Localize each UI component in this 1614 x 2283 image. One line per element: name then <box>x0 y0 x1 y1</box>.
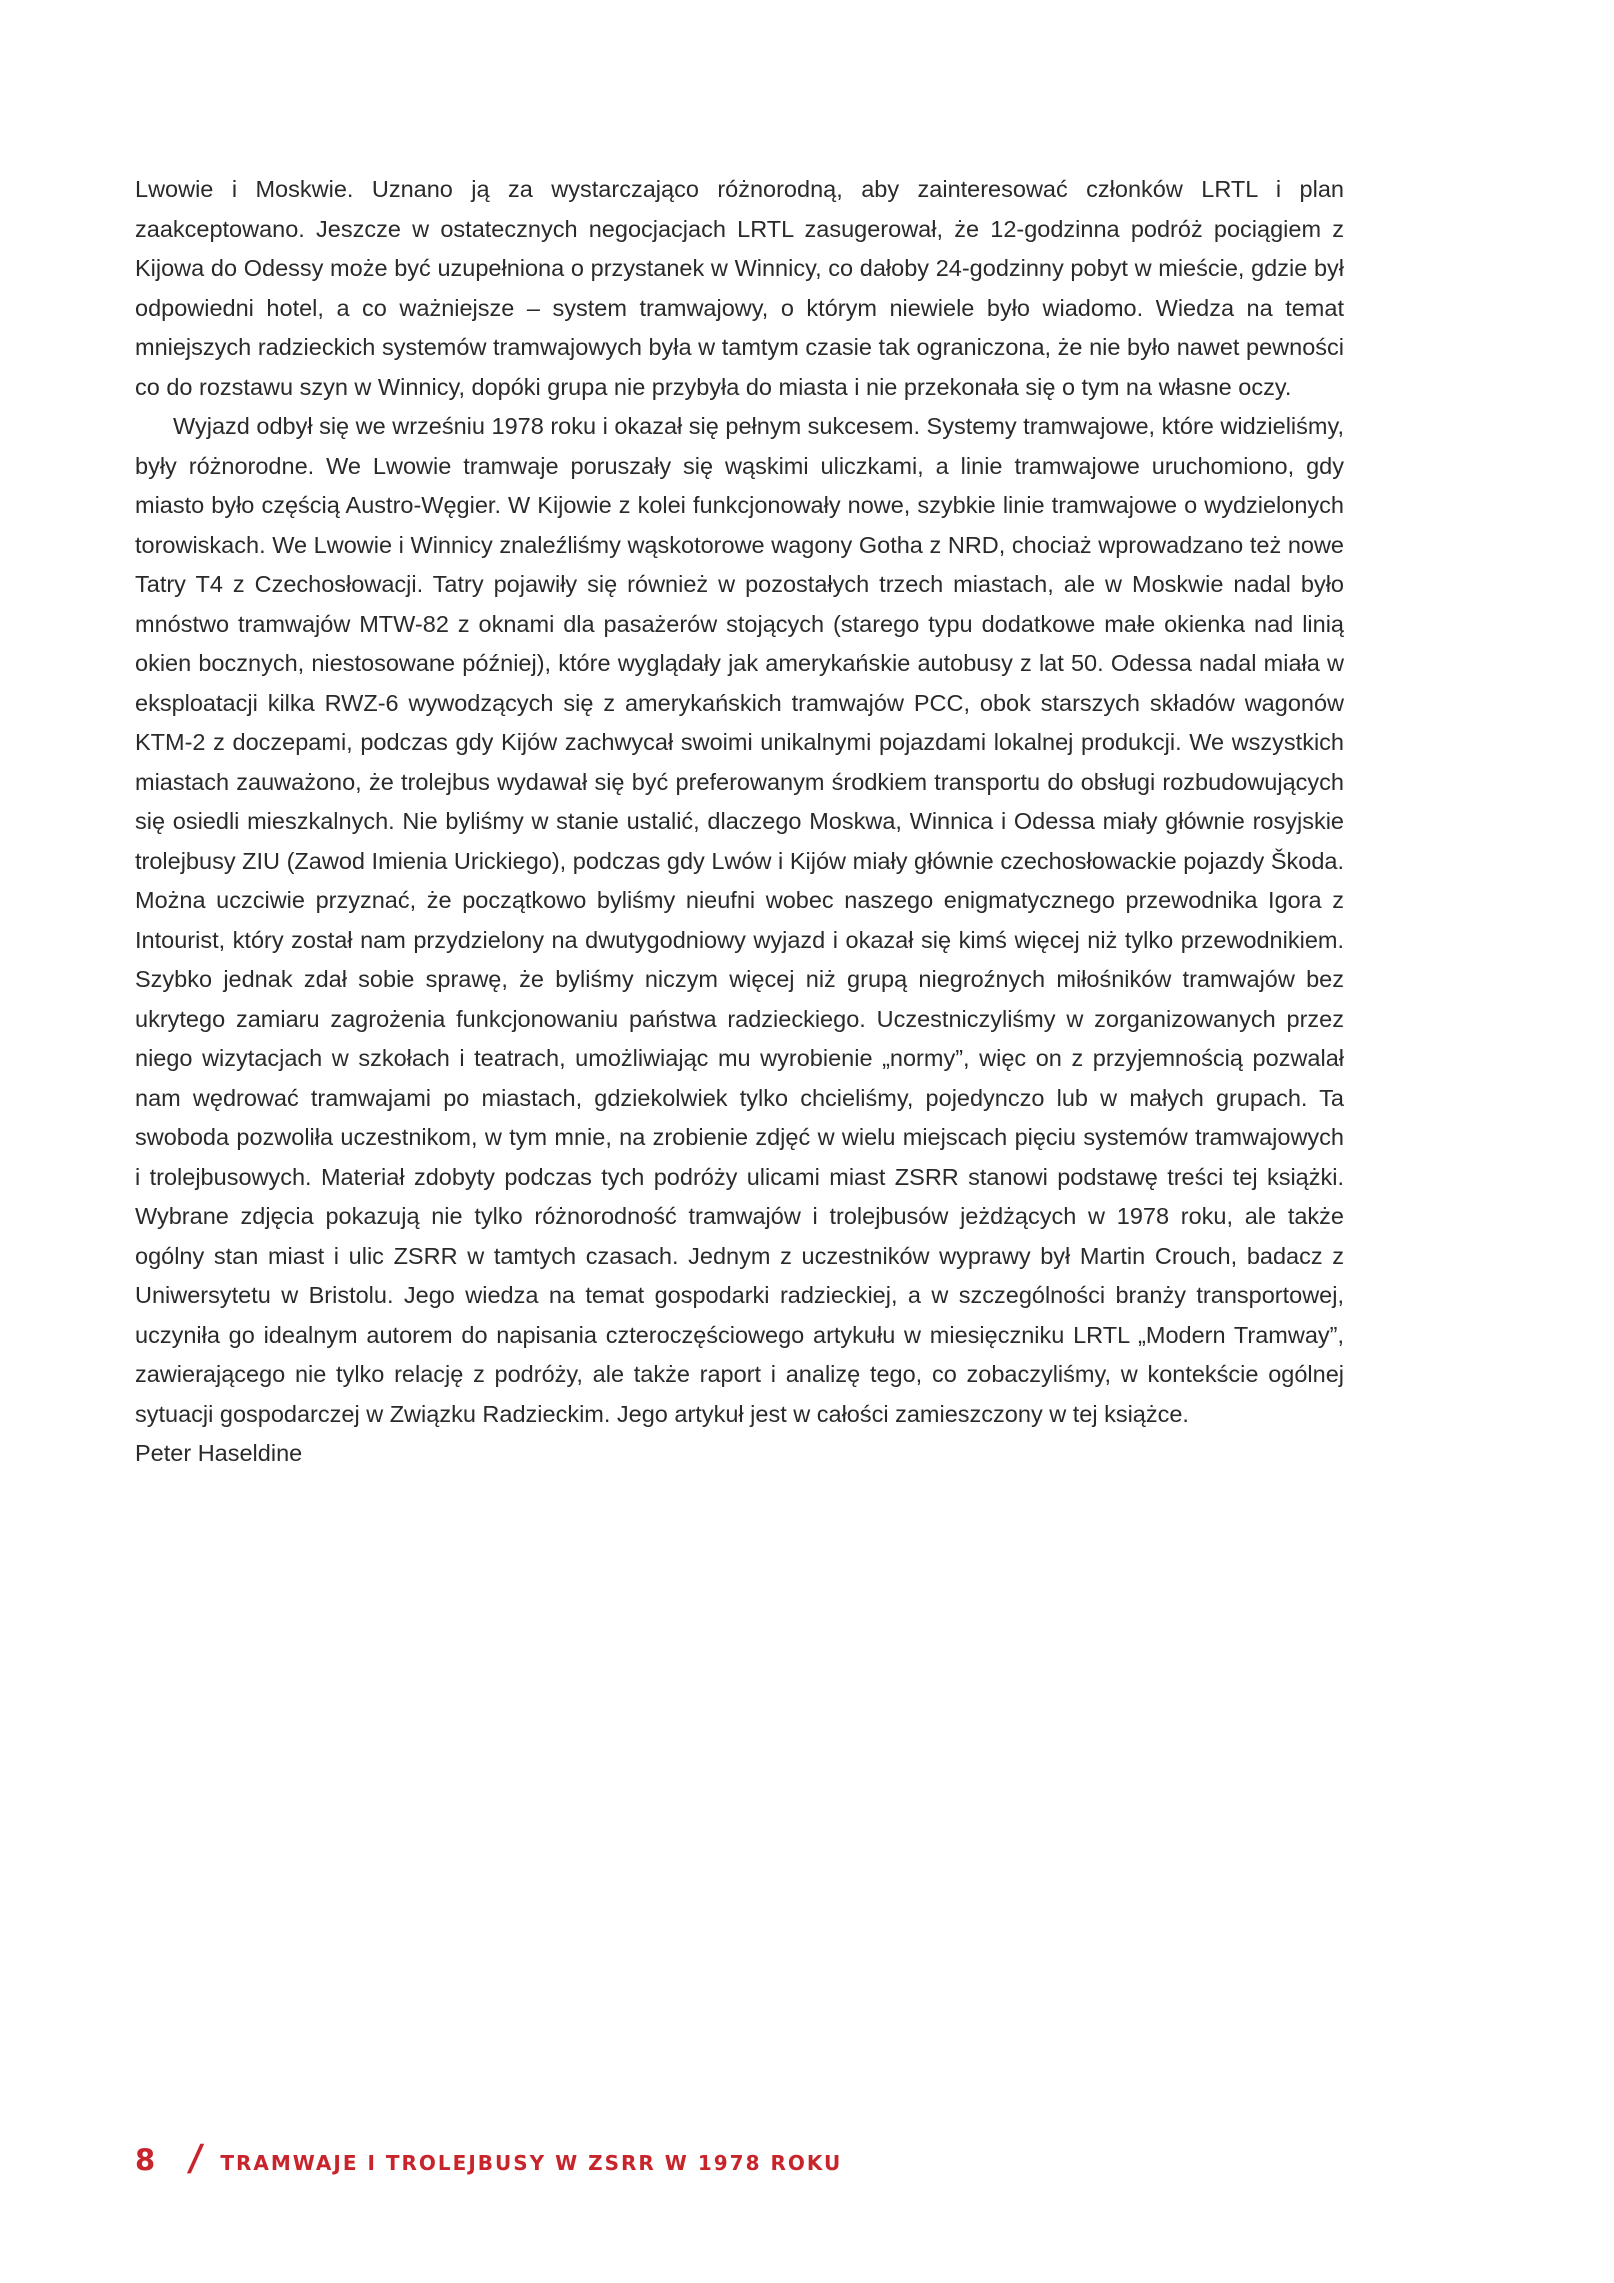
running-title: TRAMWAJE I TROLEJBUSY W ZSRR W 1978 ROKU <box>220 2151 843 2175</box>
body-text <box>135 170 1344 1474</box>
paragraph-2: Wyjazd odbył się we wrześniu 1978 roku i okazał się pełnym sukcesem. Systemy tramwajowe, które widzieliśmy, były różnorodne. We Lwowie tramwaje poruszały się wąskimi uliczkami, a linie tramwajowe uruchomiono, gdy miasto było częścią Austro-Węgier. W Kijowie z kolei funkcjonowały nowe, szybkie linie tramwajowe o wydzielonych torowiskach. We Lwowie i Winnicy znaleźliśmy wąskotorowe wagony Gotha z NRD, chociaż wprowadzano też nowe Tatry T4 z Czechosłowacji. Tatry pojawiły się również w pozostałych trzech miastach, ale w Moskwie nadal było mnóstwo tramwajów MTW-82 z oknami dla pasażerów stojących (starego typu dodatkowe małe okienka nad linią okien bocznych, niestosowane później), które wyglądały jak amerykańskie autobusy z lat 50. Odessa nadal miała w eksploatacji kilka RWZ-6 wywodzących się z amerykańskich tramwajów PCC, obok starszych składów wagonów KTM-2 z doczepami, podczas gdy Kijów zachwycał swoimi unikalnymi pojazdami lokalnej produkcji. We wszystkich miastach zauważono, że trolejbus wydawał się być preferowanym środkiem transportu do obsługi rozbudowujących się osiedli mieszkalnych. Nie byliśmy w stanie ustalić, dlaczego Moskwa, Winnica i Odessa miały głównie rosyjskie trolejbusy ZIU (Zawod Imienia Urickiego), podczas gdy Lwów i Kijów miały głównie czechosłowackie pojazdy Škoda. Można uczciwie przyznać, że początkowo byliśmy nieufni wobec naszego enigmatycznego przewodnika Igora z Intourist, który został nam przydzielony na dwutygodniowy wyjazd i okazał się kimś więcej niż tylko przewodnikiem. Szybko jednak zdał sobie sprawę, że byliśmy niczym więcej niż grupą niegroźnych miłośników tramwajów bez ukrytego zamiaru zagrożenia funkcjonowaniu państwa radzieckiego. Uczestniczyliśmy w zorganizowanych przez niego wizytacjach w szkołach i teatrach, umożliwiając mu wyrobienie „normy”, więc on z przyjemnością pozwalał nam wędrować tramwajami po miastach, gdziekolwiek tylko chcieliśmy, pojedynczo lub w małych grupach. Ta swoboda pozwoliła uczestnikom, w tym mnie, na zrobienie zdjęć w wielu miejscach pięciu systemów tramwajowych i trolejbusowych. Materiał zdobyty podczas tych podróży ulicami miast ZSRR stanowi podstawę treści tej książki. Wybrane zdjęcia pokazują nie tylko różnorodność tramwajów i trolejbusów jeżdżących w 1978 roku, ale także ogólny stan miast i ulic ZSRR w tamtych czasach. Jednym z uczestników wyprawy był Martin Crouch, badacz z Uniwersytetu w Bristolu. Jego wiedza na temat gospodarki radzieckiej, a w szczególności branży transportowej, uczyniła go idealnym autorem do napisania czteroczęściowego artykułu w miesięczniku LRTL „Modern Tramway”, zawierającego nie tylko relację z podróży, ale także raport i analizę tego, co zobaczyliśmy, w kontekście ogólnej sytuacji gospodarczej w Związku Radzieckim. Jego artykuł jest w całości zamieszczony w tej książce. <box>135 413 1344 1427</box>
page-footer <box>135 2138 842 2179</box>
footer-separator: / <box>186 2138 206 2179</box>
author-signature: Peter Haseldine <box>135 1440 303 1466</box>
paragraph-1: Lwowie i Moskwie. Uznano ją za wystarczająco różnorodną, aby zainteresować członków LRTL i plan zaakceptowano. Jeszcze w ostatecznych negocjacjach LRTL zasugerował, że 12-godzinna podróż pociągiem z Kijowa do Odessy może być uzupełniona o przystanek w Winnicy, co dałoby 24-godzinny pobyt w mieście, gdzie był odpowiedni hotel, a co ważniejsze – system tramwajowy, o którym niewiele było wiadomo. Wiedza na temat mniejszych radzieckich systemów tramwajowych była w tamtym czasie tak ograniczona, że nie było nawet pewności co do rozstawu szyn w Winnicy, dopóki grupa nie przybyła do miasta i nie przekonała się o tym na własne oczy. <box>135 176 1344 400</box>
page-number: 8 <box>135 2143 156 2177</box>
